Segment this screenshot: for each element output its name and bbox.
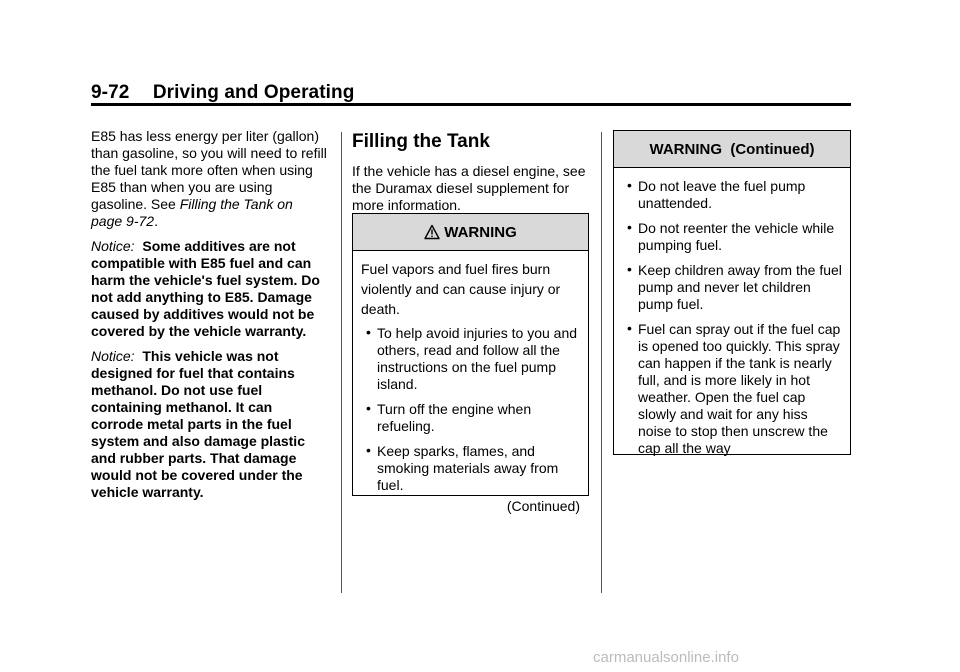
list-item: • Turn off the engine when refueling. — [366, 400, 532, 434]
continued-label: (Continued) — [506, 498, 580, 514]
section-title: Driving and Operating — [152, 82, 355, 103]
bullet-icon: • — [627, 320, 632, 336]
column-divider-2 — [601, 132, 602, 593]
warning-title: WARNING — [444, 223, 517, 241]
filling-tank-link[interactable]: Filling the Tank on page 9-72 — [91, 196, 293, 229]
bullet-icon: • — [366, 400, 371, 416]
e85-paragraph: E85 has less energy per liter (gallon) than gasoline, so you will need to refill the fuel tank more often when using E85 than when you are using gasoline. See Filling the Tank on page 9-72. — [91, 128, 327, 229]
bullet-icon: • — [627, 219, 632, 235]
warning-continued-list — [622, 178, 842, 457]
bullet-icon: • — [366, 442, 371, 458]
notice-methanol: Notice: This vehicle was not designed for fuel that contains methanol. Do not use fuel containing methanol. It can corrode metal parts in the fuel system and also damage plastic and rubber parts. That damage would not be covered under the vehicle warranty. — [91, 348, 305, 500]
bullet-icon: • — [627, 261, 632, 277]
warning-box — [352, 213, 589, 514]
list-item: • Do not reenter the vehicle while pumping fuel. — [627, 219, 835, 253]
column-divider-1 — [341, 132, 342, 593]
warning-list — [361, 325, 580, 494]
list-item: • To help avoid injuries to you and others, read and follow all the instructions on the fuel pump island. — [366, 324, 578, 392]
page-header — [91, 82, 354, 104]
warning-header — [353, 214, 588, 251]
warning-continued-body — [614, 168, 850, 471]
notice-additives: Notice: Some additives are not compatible with E85 fuel and can harm the vehicle's fuel system. Do not add anything to E85. Damage caused by additives would not be covered by the vehicle warranty. — [91, 238, 320, 339]
section-heading: Filling the Tank — [352, 131, 490, 152]
warning-continued-box — [613, 130, 851, 455]
list-item: • Do not leave the fuel pump unattended. — [627, 177, 806, 211]
list-item: • Keep children away from the fuel pump and never let children pump fuel. — [627, 261, 842, 312]
left-column — [91, 128, 327, 509]
middle-column — [352, 131, 592, 222]
warning-continued-header — [614, 131, 850, 168]
bullet-icon: • — [627, 177, 632, 193]
warning-triangle-icon — [424, 224, 440, 240]
warning-body — [353, 251, 588, 521]
list-item: • Keep sparks, flames, and smoking materials away from fuel. — [366, 442, 559, 493]
page-number: 9-72 — [91, 82, 130, 103]
bullet-icon: • — [366, 324, 371, 340]
warning-text: Fuel vapors and fuel fires burn violently and can cause injury or death. — [361, 261, 561, 317]
diesel-intro: If the vehicle has a diesel engine, see the Duramax diesel supplement for more information. — [352, 163, 586, 213]
warning-continued-title: WARNING (Continued) — [649, 140, 815, 158]
watermark: carmanualsonline.info — [593, 649, 739, 666]
list-item: • Fuel can spray out if the fuel cap is opened too quickly. This spray can happen if the tank is nearly full, and is more likely in hot weather. Open the fuel cap slowly and wait for any hiss noise to stop then unscrew the cap all the way — [627, 320, 841, 456]
header-rule — [91, 103, 851, 106]
